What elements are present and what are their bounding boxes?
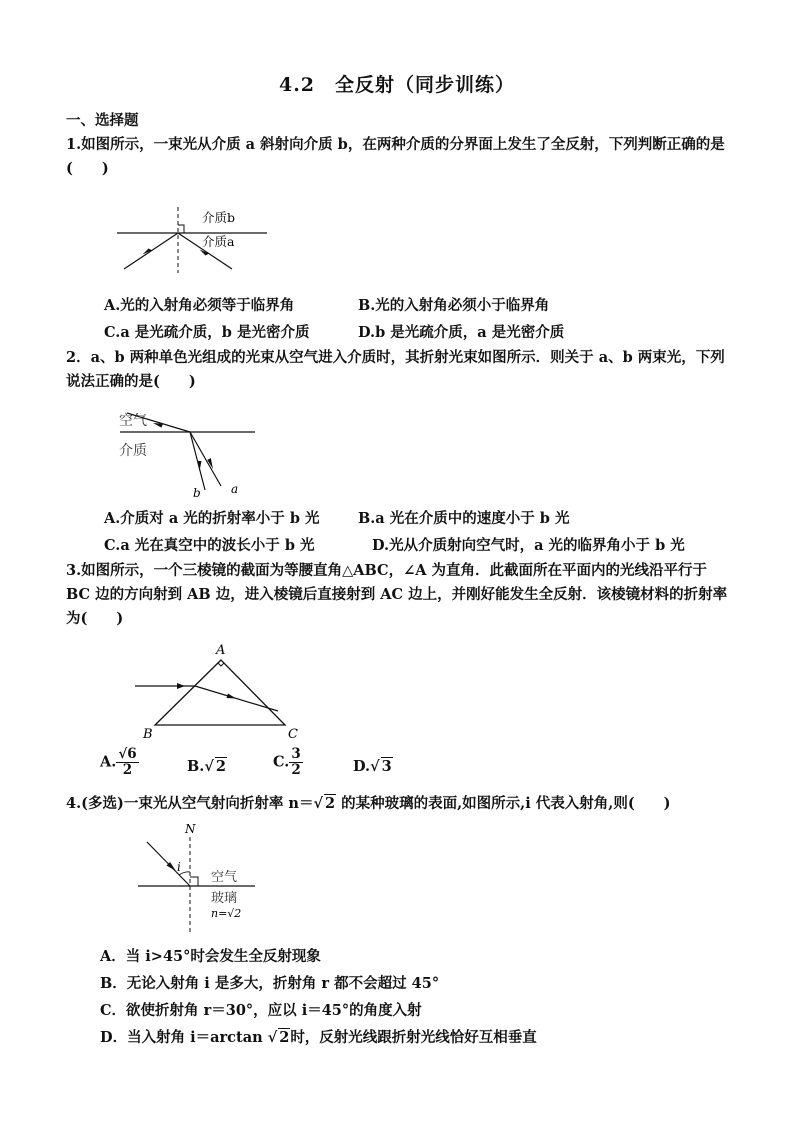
q3-option-b[interactable]: B.√ 2 bbox=[187, 758, 226, 775]
question-3-figure bbox=[130, 640, 310, 740]
q2-option-c[interactable]: C.a 光在真空中的波长小于 b 光 bbox=[104, 537, 315, 554]
q3-option-a-fraction: $\frac{√6}{2}$ bbox=[118, 746, 137, 778]
q3-option-d-prefix: D. bbox=[353, 758, 371, 775]
page-title: 4.2 全反射（同步训练） bbox=[278, 74, 516, 96]
q4-stem-pre: 4.(多选)一束光从空气射向折射率 n＝ bbox=[66, 795, 314, 812]
q1-option-d[interactable]: D.b 是光疏介质，a 是光密介质 bbox=[358, 324, 565, 341]
q4-option-c[interactable]: C．欲使折射角 r＝30°，应以 i＝45°的角度入射 bbox=[100, 1002, 422, 1019]
question-1-figure bbox=[112, 205, 272, 275]
fig4-angle-label: i bbox=[177, 860, 181, 874]
fig4-normal-label: N bbox=[185, 822, 196, 836]
q2-option-d[interactable]: D.光从介质射向空气时，a 光的临界角小于 b 光 bbox=[372, 537, 685, 554]
fig4-label-air: 空气 bbox=[211, 870, 238, 885]
q3-option-c-denominator: 2 bbox=[291, 762, 301, 778]
fig1-label-medium-b: 介质b bbox=[202, 210, 236, 225]
fig2-label-air: 空气 bbox=[119, 413, 147, 429]
fig2-label-a: a bbox=[231, 482, 239, 496]
q3-option-c[interactable] bbox=[273, 747, 303, 778]
q4-option-b[interactable]: B．无论入射角 i 是多大，折射角 r 都不会超过 45° bbox=[100, 975, 440, 992]
q3-option-c-numerator: 3 bbox=[291, 746, 301, 762]
fig3-vertex-a: A bbox=[216, 643, 226, 658]
section-heading: 一、选择题 bbox=[66, 112, 139, 129]
fig3-vertex-c: C bbox=[288, 727, 298, 742]
q4-stem-post: 的某种玻璃的表面,如图所示,i 代表入射角,则( ) bbox=[336, 795, 671, 812]
q3-option-a-prefix: A. bbox=[100, 753, 117, 771]
q3-option-c-fraction bbox=[289, 747, 302, 778]
q3-option-b-radicand: 2 bbox=[215, 758, 226, 775]
q3-option-d-radicand: 3 bbox=[381, 758, 392, 775]
q2-option-a[interactable]: A.介质对 a 光的折射率小于 b 光 bbox=[104, 510, 320, 527]
question-4-figure bbox=[135, 822, 265, 937]
question-2-stem: 2．a、b 两种单色光组成的光束从空气进入介质时，其折射光束如图所示．则关于 a、b 两束光，下列说法正确的是( ) bbox=[66, 349, 725, 390]
q4-option-d-post: 时，反射光线跟折射光线恰好互相垂直 bbox=[290, 1029, 537, 1046]
q4-option-d-radicand: 2 bbox=[279, 1029, 290, 1046]
fig2-label-b: b bbox=[193, 486, 201, 500]
q1-option-c[interactable]: C.a 是光疏介质，b 是光密介质 bbox=[104, 324, 310, 341]
fig4-label-glass: 玻璃 bbox=[211, 891, 238, 906]
question-2-figure bbox=[115, 405, 265, 500]
q4-option-d[interactable]: D．当入射角 i＝arctan √ 2时，反射光线跟折射光线恰好互相垂直 bbox=[100, 1029, 537, 1046]
question-1-stem: 1.如图所示，一束光从介质 a 斜射向介质 b，在两种介质的分界面上发生了全反射，下列判断正确的是( ) bbox=[66, 136, 725, 177]
question-4-stem: 4.(多选)一束光从空气射向折射率 n＝√ 2 的某种玻璃的表面,如图所示,i 代表入射角,则( ) bbox=[66, 795, 671, 812]
q3-option-a[interactable] bbox=[100, 747, 139, 778]
q3-option-a-denominator: 2 bbox=[122, 762, 133, 778]
q2-option-b[interactable]: B.a 光在介质中的速度小于 b 光 bbox=[358, 510, 570, 527]
q3-option-b-prefix: B. bbox=[187, 758, 205, 775]
q1-option-b[interactable]: B.光的入射角必须小于临界角 bbox=[358, 297, 550, 314]
fig2-label-medium: 介质 bbox=[119, 443, 147, 459]
q4-option-a[interactable]: A．当 i>45°时会发生全反射现象 bbox=[100, 948, 321, 965]
q3-option-d[interactable]: D.√ 3 bbox=[353, 758, 392, 775]
fig1-label-medium-a: 介质a bbox=[202, 234, 235, 249]
q1-option-a[interactable]: A.光的入射角必须等于临界角 bbox=[104, 297, 295, 314]
fig4-label-index: n=√2 bbox=[211, 907, 242, 920]
q4-option-d-pre: D．当入射角 i＝arctan bbox=[100, 1029, 268, 1046]
q4-stem-radicand: 2 bbox=[324, 795, 336, 812]
question-3-stem: 3.如图所示，一个三棱镜的截面为等腰直角△ABC，∠A 为直角．此截面所在平面内的光线沿平行于 BC 边的方向射到 AB 边，进入棱镜后直接射到 AC 边上，并刚好能发生全反射．该棱镜材料的折射率为( ) bbox=[66, 562, 728, 627]
fig3-vertex-b: B bbox=[143, 727, 153, 742]
q3-option-c-prefix: C. bbox=[273, 753, 290, 771]
q3-option-a-numerator: 6 bbox=[127, 746, 137, 762]
